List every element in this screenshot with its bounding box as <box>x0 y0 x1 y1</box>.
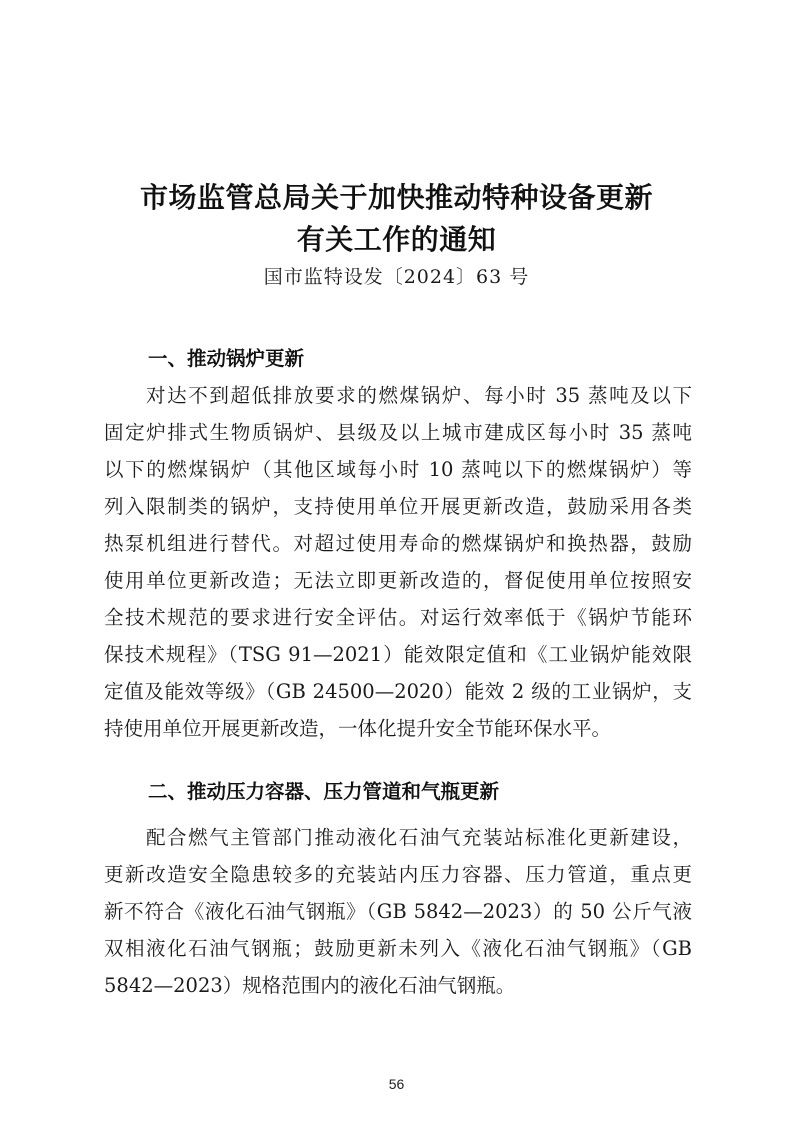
paragraph-line: 固定炉排式生物质锅炉、县级及以上城市建成区每小时 35 蒸吨 <box>104 421 692 444</box>
section-heading-boiler: 一、推动锅炉更新 <box>148 347 305 370</box>
paragraph-line: 列入限制类的锅炉，支持使用单位开展更新改造，鼓励采用各类 <box>104 495 692 518</box>
paragraph-line: 定值及能效等级》（GB 24500—2020）能效 2 级的工业锅炉，支 <box>104 680 692 703</box>
section-heading-pressure-equipment: 二、推动压力容器、压力管道和气瓶更新 <box>148 780 500 803</box>
paragraph-line: 以下的燃煤锅炉（其他区域每小时 10 蒸吨以下的燃煤锅炉）等 <box>104 458 692 481</box>
paragraph-line: 5842—2023）规格范围内的液化石油气钢瓶。 <box>104 974 516 997</box>
paragraph-line: 新不符合《液化石油气钢瓶》（GB 5842—2023）的 50 公斤气液 <box>104 900 692 923</box>
document-title-line-2: 有关工作的通知 <box>296 223 497 256</box>
paragraph-line: 热泵机组进行替代。对超过使用寿命的燃煤锅炉和换热器，鼓励 <box>104 532 692 555</box>
paragraph-line: 全技术规范的要求进行安全评估。对运行效率低于《锅炉节能环 <box>104 606 692 629</box>
document-number: 国市监特设发〔2024〕63 号 <box>263 266 530 288</box>
paragraph-line: 使用单位更新改造；无法立即更新改造的，督促使用单位按照安 <box>104 569 692 592</box>
paragraph-line: 保技术规程》（TSG 91—2021）能效限定值和《工业锅炉能效限 <box>104 643 692 666</box>
paragraph-line: 对达不到超低排放要求的燃煤锅炉、每小时 35 蒸吨及以下 <box>146 384 692 407</box>
document-title-line-1: 市场监管总局关于加快推动特种设备更新 <box>139 181 653 214</box>
paragraph-line: 更新改造安全隐患较多的充装站内压力容器、压力管道，重点更 <box>104 863 692 886</box>
page-number: 56 <box>388 1076 405 1092</box>
paragraph-line: 配合燃气主管部门推动液化石油气充装站标准化更新建设， <box>146 826 692 849</box>
paragraph-line: 持使用单位开展更新改造，一体化提升安全节能环保水平。 <box>104 717 612 740</box>
paragraph-line: 双相液化石油气钢瓶；鼓励更新未列入《液化石油气钢瓶》（GB <box>104 937 692 960</box>
